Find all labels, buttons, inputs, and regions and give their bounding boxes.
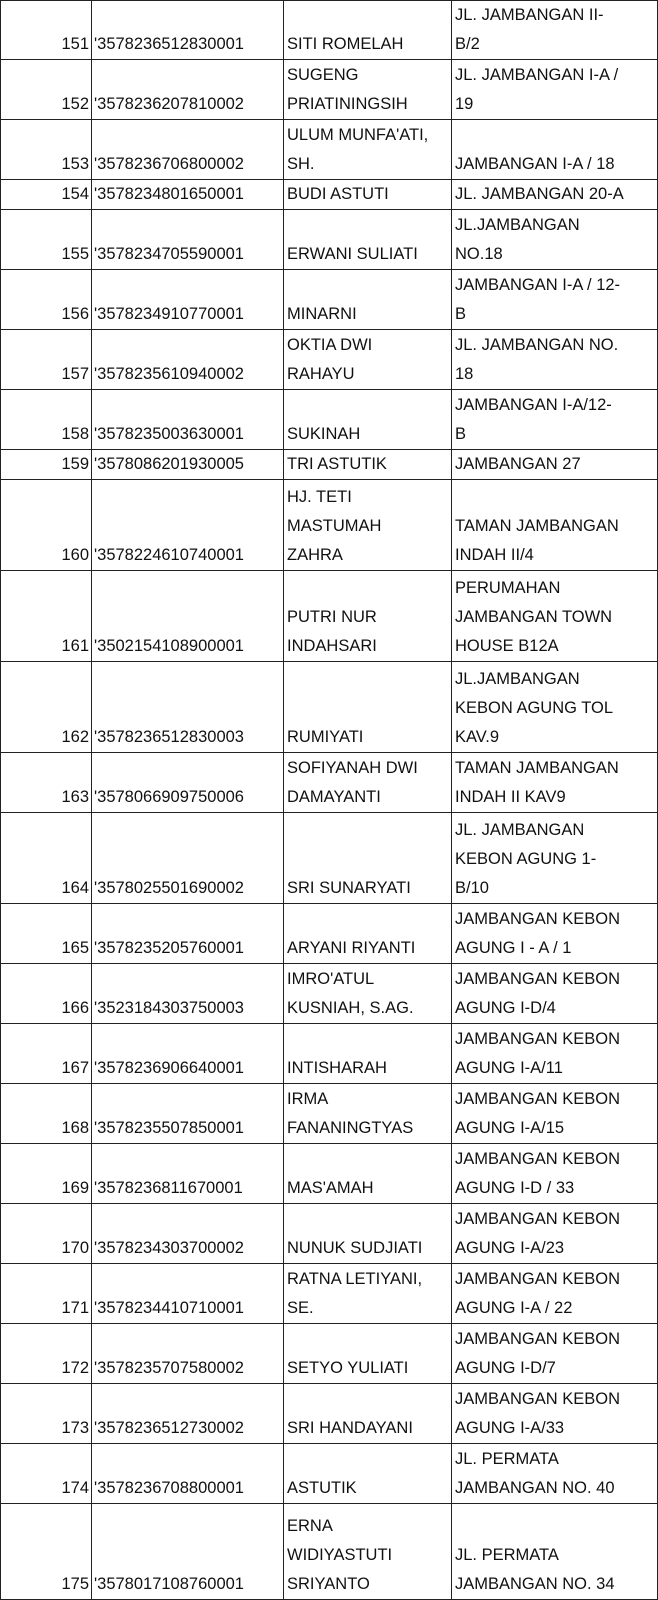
row-number-cell[interactable] bbox=[0, 180, 92, 210]
cell-text-line: SETYO YULIATI bbox=[287, 1359, 409, 1377]
cell-text-line: B/10 bbox=[455, 879, 489, 897]
cell-text-line: JL. JAMBANGAN 20-A bbox=[455, 185, 624, 203]
row-number-cell[interactable] bbox=[0, 662, 92, 753]
cell-text-line: PERUMAHAN bbox=[455, 579, 561, 597]
address-cell[interactable] bbox=[452, 480, 658, 571]
cell-text-line: JAMBANGAN KEBON bbox=[455, 910, 621, 928]
row-number-cell[interactable] bbox=[0, 571, 92, 662]
nik-cell[interactable] bbox=[92, 571, 284, 662]
row-number-cell[interactable] bbox=[0, 1204, 92, 1264]
cell-text-line: '3578086201930005 bbox=[94, 455, 244, 473]
cell-text-line: JL. JAMBANGAN NO. bbox=[455, 336, 619, 354]
cell-text-line: MINARNI bbox=[287, 305, 357, 323]
address-cell[interactable] bbox=[452, 1024, 658, 1084]
cell-text-line: INDAH II KAV9 bbox=[455, 788, 566, 806]
cell-text-line: AGUNG I-A/15 bbox=[455, 1119, 565, 1137]
cell-text-line: TAMAN JAMBANGAN bbox=[455, 759, 619, 777]
cell-text-line: AGUNG I-A/11 bbox=[455, 1059, 563, 1077]
cell-text-line: ASTUTIK bbox=[287, 1479, 357, 1497]
cell-text-line: ZAHRA bbox=[287, 546, 343, 564]
cell-text-line: JL. PERMATA bbox=[455, 1546, 559, 1564]
row-number-cell[interactable] bbox=[0, 1264, 92, 1324]
nik-cell[interactable] bbox=[92, 1384, 284, 1444]
cell-text-line: '3578234303700002 bbox=[94, 1239, 244, 1257]
cell-text-line: AGUNG I-A / 22 bbox=[455, 1299, 573, 1317]
name-cell[interactable] bbox=[284, 60, 452, 120]
cell-text-line: AGUNG I - A / 1 bbox=[455, 939, 572, 957]
address-cell[interactable] bbox=[452, 1444, 658, 1504]
cell-text-line: TRI ASTUTIK bbox=[287, 455, 387, 473]
row-number-cell[interactable] bbox=[0, 1144, 92, 1204]
cell-text-line: TAMAN JAMBANGAN bbox=[455, 517, 619, 535]
cell-text-line: 156 bbox=[61, 305, 89, 323]
address-cell[interactable] bbox=[452, 662, 658, 753]
row-number-cell[interactable] bbox=[0, 1444, 92, 1504]
cell-text-line: 162 bbox=[61, 728, 89, 746]
cell-text-line: KAV.9 bbox=[455, 728, 500, 746]
nik-cell[interactable] bbox=[92, 1444, 284, 1504]
cell-text-line: 152 bbox=[61, 95, 89, 113]
address-cell[interactable] bbox=[452, 904, 658, 964]
cell-text-line: SUGENG bbox=[287, 66, 359, 84]
cell-text-line: B/2 bbox=[455, 35, 480, 53]
row-number-cell[interactable] bbox=[0, 270, 92, 330]
cell-text-line: JL. JAMBANGAN I-A / bbox=[455, 66, 619, 84]
name-cell[interactable] bbox=[284, 1084, 452, 1144]
cell-text-line: WIDIYASTUTI bbox=[287, 1546, 393, 1564]
cell-text-line: 175 bbox=[61, 1575, 89, 1593]
address-cell[interactable] bbox=[452, 390, 658, 450]
cell-text-line: JL.JAMBANGAN bbox=[455, 216, 580, 234]
cell-text-line: ULUM MUNFA'ATI, bbox=[287, 126, 429, 144]
name-cell[interactable] bbox=[284, 1504, 452, 1600]
row-number-cell[interactable] bbox=[0, 1504, 92, 1600]
name-cell[interactable] bbox=[284, 964, 452, 1024]
cell-text-line: JAMBANGAN NO. 34 bbox=[455, 1575, 615, 1593]
address-cell[interactable] bbox=[452, 1264, 658, 1324]
cell-text-line: JAMBANGAN I-A / 12- bbox=[455, 276, 621, 294]
name-cell[interactable] bbox=[284, 330, 452, 390]
cell-text-line: 165 bbox=[61, 939, 89, 957]
nik-cell[interactable] bbox=[92, 330, 284, 390]
name-cell[interactable] bbox=[284, 1444, 452, 1504]
nik-cell[interactable] bbox=[92, 1144, 284, 1204]
row-number-cell[interactable] bbox=[0, 480, 92, 571]
nik-cell[interactable] bbox=[92, 120, 284, 180]
cell-text-line: RAHAYU bbox=[287, 365, 355, 383]
nik-cell[interactable] bbox=[92, 1264, 284, 1324]
cell-text-line: NO.18 bbox=[455, 245, 503, 263]
cell-text-line: OKTIA DWI bbox=[287, 336, 373, 354]
cell-text-line: FANANINGTYAS bbox=[287, 1119, 414, 1137]
cell-text-line: AGUNG I-D/4 bbox=[455, 999, 556, 1017]
cell-text-line: '3578236207810002 bbox=[94, 95, 244, 113]
cell-text-line: AGUNG I-A/33 bbox=[455, 1419, 565, 1437]
name-cell[interactable] bbox=[284, 480, 452, 571]
cell-text-line: 174 bbox=[61, 1479, 89, 1497]
cell-text-line: JAMBANGAN KEBON bbox=[455, 1210, 621, 1228]
nik-cell[interactable] bbox=[92, 753, 284, 813]
cell-text-line: JAMBANGAN I-A/12- bbox=[455, 396, 612, 414]
nik-cell[interactable] bbox=[92, 390, 284, 450]
name-cell[interactable] bbox=[284, 753, 452, 813]
cell-text-line: HJ. TETI bbox=[287, 488, 352, 506]
cell-text-line: 157 bbox=[61, 365, 89, 383]
address-cell[interactable] bbox=[452, 1324, 658, 1384]
cell-text-line: 172 bbox=[61, 1359, 89, 1377]
cell-text-line: '3578017108760001 bbox=[94, 1575, 244, 1593]
cell-text-line: '3578236512830003 bbox=[94, 728, 244, 746]
name-cell[interactable] bbox=[284, 390, 452, 450]
cell-text-line: 160 bbox=[61, 546, 89, 564]
cell-text-line: JAMBANGAN 27 bbox=[455, 455, 581, 473]
cell-text-line: IMRO'ATUL bbox=[287, 970, 375, 988]
cell-text-line: SOFIYANAH DWI bbox=[287, 759, 418, 777]
cell-text-line: INDAHSARI bbox=[287, 637, 377, 655]
cell-text-line: ERNA bbox=[287, 1517, 333, 1535]
cell-text-line: KEBON AGUNG TOL bbox=[455, 699, 614, 717]
address-cell[interactable] bbox=[452, 1504, 658, 1600]
cell-text-line: SUKINAH bbox=[287, 425, 361, 443]
cell-text-line: PRIATININGSIH bbox=[287, 95, 408, 113]
cell-text-line: '3578066909750006 bbox=[94, 788, 244, 806]
cell-text-line: AGUNG I-D/7 bbox=[455, 1359, 556, 1377]
name-cell[interactable] bbox=[284, 1144, 452, 1204]
cell-text-line: ERWANI SULIATI bbox=[287, 245, 418, 263]
address-cell[interactable] bbox=[452, 120, 658, 180]
cell-text-line: MASTUMAH bbox=[287, 517, 382, 535]
nik-cell[interactable] bbox=[92, 1024, 284, 1084]
cell-text-line: DAMAYANTI bbox=[287, 788, 381, 806]
cell-text-line: B bbox=[455, 425, 467, 443]
cell-text-line: 164 bbox=[61, 879, 89, 897]
row-number-cell[interactable] bbox=[0, 964, 92, 1024]
name-cell[interactable] bbox=[284, 1204, 452, 1264]
cell-text-line: 151 bbox=[61, 35, 89, 53]
cell-text-line: '3578235707580002 bbox=[94, 1359, 244, 1377]
name-cell[interactable] bbox=[284, 1264, 452, 1324]
name-cell[interactable] bbox=[284, 0, 452, 60]
cell-text-line: JAMBANGAN KEBON bbox=[455, 970, 621, 988]
cell-text-line: 167 bbox=[61, 1059, 89, 1077]
address-cell[interactable] bbox=[452, 1084, 658, 1144]
cell-text-line: JAMBANGAN KEBON bbox=[455, 1270, 621, 1288]
row-number-cell[interactable] bbox=[0, 904, 92, 964]
cell-text-line: '3578234705590001 bbox=[94, 245, 244, 263]
cell-text-line: RUMIYATI bbox=[287, 728, 364, 746]
cell-text-line: KEBON AGUNG 1- bbox=[455, 850, 597, 868]
cell-text-line: '3578235610940002 bbox=[94, 365, 244, 383]
cell-text-line: JAMBANGAN KEBON bbox=[455, 1390, 621, 1408]
cell-text-line: SH. bbox=[287, 155, 315, 173]
cell-text-line: AGUNG I-A/23 bbox=[455, 1239, 565, 1257]
name-cell[interactable] bbox=[284, 662, 452, 753]
cell-text-line: SITI ROMELAH bbox=[287, 35, 404, 53]
cell-text-line: JL.JAMBANGAN bbox=[455, 670, 580, 688]
nik-cell[interactable] bbox=[92, 270, 284, 330]
cell-text-line: '3578236708800001 bbox=[94, 1479, 244, 1497]
cell-text-line: 159 bbox=[61, 455, 89, 473]
cell-text-line: '3578236811670001 bbox=[94, 1179, 243, 1197]
name-cell[interactable] bbox=[284, 1384, 452, 1444]
row-number-cell[interactable] bbox=[0, 120, 92, 180]
nik-cell[interactable] bbox=[92, 813, 284, 904]
cell-text-line: '3502154108900001 bbox=[94, 637, 244, 655]
cell-text-line: SE. bbox=[287, 1299, 314, 1317]
cell-text-line: ARYANI RIYANTI bbox=[287, 939, 416, 957]
address-cell[interactable] bbox=[452, 0, 658, 60]
cell-text-line: B bbox=[455, 305, 467, 323]
row-number-cell[interactable] bbox=[0, 1384, 92, 1444]
cell-text-line: PUTRI NUR bbox=[287, 608, 377, 626]
cell-text-line: JAMBANGAN TOWN bbox=[455, 608, 613, 626]
cell-text-line: JL. JAMBANGAN II- bbox=[455, 6, 604, 24]
cell-text-line: '3523184303750003 bbox=[94, 999, 244, 1017]
cell-text-line: NUNUK SUDJIATI bbox=[287, 1239, 423, 1257]
name-cell[interactable] bbox=[284, 1024, 452, 1084]
nik-cell[interactable] bbox=[92, 210, 284, 270]
cell-text-line: '3578025501690002 bbox=[94, 879, 244, 897]
cell-text-line: '3578235003630001 bbox=[94, 425, 244, 443]
cell-text-line: 158 bbox=[61, 425, 89, 443]
cell-text-line: JL. JAMBANGAN bbox=[455, 821, 585, 839]
nik-cell[interactable] bbox=[92, 904, 284, 964]
nik-cell[interactable] bbox=[92, 1504, 284, 1600]
row-number-cell[interactable] bbox=[0, 753, 92, 813]
name-cell[interactable] bbox=[284, 270, 452, 330]
cell-text-line: 171 bbox=[61, 1299, 89, 1317]
name-cell[interactable] bbox=[284, 450, 452, 480]
cell-text-line: '3578236906640001 bbox=[94, 1059, 244, 1077]
cell-text-line: 154 bbox=[61, 185, 89, 203]
cell-text-line: 170 bbox=[61, 1239, 89, 1257]
address-cell[interactable] bbox=[452, 571, 658, 662]
name-cell[interactable] bbox=[284, 180, 452, 210]
cell-text-line: JAMBANGAN NO. 40 bbox=[455, 1479, 615, 1497]
nik-cell[interactable] bbox=[92, 450, 284, 480]
cell-text-line: JL. PERMATA bbox=[455, 1450, 559, 1468]
cell-text-line: BUDI ASTUTI bbox=[287, 185, 389, 203]
nik-cell[interactable] bbox=[92, 1204, 284, 1264]
nik-cell[interactable] bbox=[92, 964, 284, 1024]
row-number-cell[interactable] bbox=[0, 450, 92, 480]
address-cell[interactable] bbox=[452, 180, 658, 210]
address-cell[interactable] bbox=[452, 270, 658, 330]
name-cell[interactable] bbox=[284, 904, 452, 964]
nik-cell[interactable] bbox=[92, 480, 284, 571]
address-cell[interactable] bbox=[452, 1204, 658, 1264]
cell-text-line: '3578236512830001 bbox=[94, 35, 244, 53]
cell-text-line: 166 bbox=[61, 999, 89, 1017]
address-cell[interactable] bbox=[452, 1144, 658, 1204]
address-cell[interactable] bbox=[452, 813, 658, 904]
cell-text-line: '3578234910770001 bbox=[94, 305, 244, 323]
name-cell[interactable] bbox=[284, 1324, 452, 1384]
cell-text-line: '3578236706800002 bbox=[94, 155, 244, 173]
cell-text-line: 153 bbox=[61, 155, 89, 173]
cell-text-line: 168 bbox=[61, 1119, 89, 1137]
cell-text-line: 18 bbox=[455, 365, 474, 383]
name-cell[interactable] bbox=[284, 210, 452, 270]
cell-text-line: SRIYANTO bbox=[287, 1575, 370, 1593]
cell-text-line: HOUSE B12A bbox=[455, 637, 559, 655]
row-number-cell[interactable] bbox=[0, 1084, 92, 1144]
cell-text-line: SRI SUNARYATI bbox=[287, 879, 411, 897]
nik-cell[interactable] bbox=[92, 60, 284, 120]
nik-cell[interactable] bbox=[92, 662, 284, 753]
cell-text-line: 169 bbox=[61, 1179, 89, 1197]
cell-text-line: 19 bbox=[455, 95, 474, 113]
row-number-cell[interactable] bbox=[0, 60, 92, 120]
cell-text-line: JAMBANGAN I-A / 18 bbox=[455, 155, 615, 173]
cell-text-line: 173 bbox=[61, 1419, 89, 1437]
name-cell[interactable] bbox=[284, 120, 452, 180]
name-cell[interactable] bbox=[284, 571, 452, 662]
cell-text-line: '3578224610740001 bbox=[94, 546, 244, 564]
row-number-cell[interactable] bbox=[0, 813, 92, 904]
address-cell[interactable] bbox=[452, 330, 658, 390]
cell-text-line: SRI HANDAYANI bbox=[287, 1419, 413, 1437]
cell-text-line: JAMBANGAN KEBON bbox=[455, 1030, 621, 1048]
row-number-cell[interactable] bbox=[0, 1324, 92, 1384]
cell-text-line: INTISHARAH bbox=[287, 1059, 387, 1077]
cell-text-line: '3578235507850001 bbox=[94, 1119, 244, 1137]
address-cell[interactable] bbox=[452, 210, 658, 270]
cell-text-line: MAS'AMAH bbox=[287, 1179, 374, 1197]
nik-cell[interactable] bbox=[92, 1084, 284, 1144]
cell-text-line: 161 bbox=[61, 637, 89, 655]
cell-text-line: JAMBANGAN KEBON bbox=[455, 1150, 621, 1168]
row-number-cell[interactable] bbox=[0, 210, 92, 270]
row-number-cell[interactable] bbox=[0, 330, 92, 390]
cell-text-line: JAMBANGAN KEBON bbox=[455, 1090, 621, 1108]
nik-cell[interactable] bbox=[92, 0, 284, 60]
cell-text-line: RATNA LETIYANI, bbox=[287, 1270, 423, 1288]
cell-text-line: '3578234410710001 bbox=[94, 1299, 244, 1317]
nik-cell[interactable] bbox=[92, 1324, 284, 1384]
address-cell[interactable] bbox=[452, 753, 658, 813]
cell-text-line: '3578234801650001 bbox=[94, 185, 244, 203]
address-cell[interactable] bbox=[452, 60, 658, 120]
address-cell[interactable] bbox=[452, 450, 658, 480]
cell-text-line: 163 bbox=[61, 788, 89, 806]
cell-text-line: '3578235205760001 bbox=[94, 939, 244, 957]
name-cell[interactable] bbox=[284, 813, 452, 904]
cell-text-line: AGUNG I-D / 33 bbox=[455, 1179, 575, 1197]
row-number-cell[interactable] bbox=[0, 390, 92, 450]
cell-text-line: 155 bbox=[61, 245, 89, 263]
nik-cell[interactable] bbox=[92, 180, 284, 210]
cell-text-line: '3578236512730002 bbox=[94, 1419, 244, 1437]
cell-text-line: JAMBANGAN KEBON bbox=[455, 1330, 621, 1348]
address-cell[interactable] bbox=[452, 964, 658, 1024]
cell-text-line: IRMA bbox=[287, 1090, 329, 1108]
address-cell[interactable] bbox=[452, 1384, 658, 1444]
cell-text-line: KUSNIAH, S.AG. bbox=[287, 999, 414, 1017]
row-number-cell[interactable] bbox=[0, 0, 92, 60]
row-number-cell[interactable] bbox=[0, 1024, 92, 1084]
cell-text-line: INDAH II/4 bbox=[455, 546, 534, 564]
